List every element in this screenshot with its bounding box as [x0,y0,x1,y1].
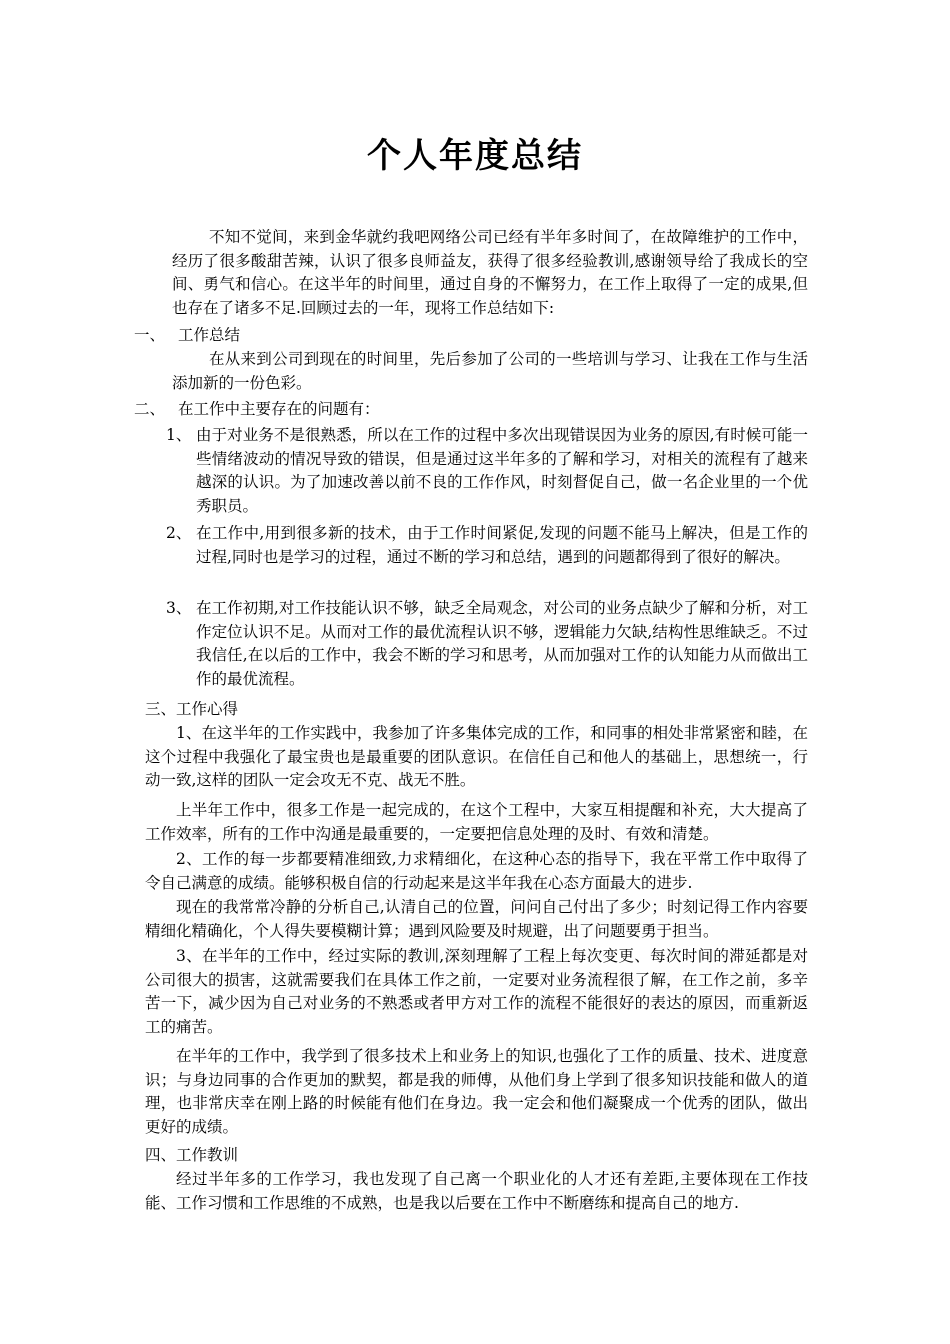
issue-1-text: 由于对业务不是很熟悉，所以在工作的过程中多次出现错误因为业务的原因,有时候可能一些情绪波动的情况导致的错误，但是通过这半年多的了解和学习，对相关的流程有了越来越深的认识。为了加速改善以前不良的工作作风，时刻督促自己，做一名企业里的一个优秀职员。 [196,426,808,515]
section1-text: 在从来到公司到现在的时间里，先后参加了公司的一些培训与学习、让我在工作与生活添加新的一份色彩。 [172,350,808,392]
section2-number: 二、 [134,400,166,418]
issue-3-text: 在工作初期,对工作技能认识不够，缺乏全局观念，对公司的业务点缺少了解和分析，对工作定位认识不足。从而对工作的最优流程认识不够，逻辑能力欠缺,结构性思维缺乏。不过我信任,在以后的工作中，我会不断的学习和思考，从而加强对工作的认知能力从而做出工作的最优流程。 [196,599,808,688]
issue-1-number: 1、 [166,426,192,444]
section2-heading: 在工作中主要存在的问题有： [178,400,380,418]
insight-paragraph-6: 在半年的工作中，我学到了很多技术上和业务上的知识,也强化了工作的质量、技术、进度意识；与身边同事的合作更加的默契，都是我的师傅，从他们身上学到了很多知识技能和做人的道理，也非常庆幸在刚上路的时候能有他们在身边。我一定会和他们凝聚成一个优秀的团队，做出更好的成绩。 [145,1047,808,1136]
insight-paragraph-1: 1、在这半年的工作实践中，我参加了许多集体完成的工作，和同事的相处非常紧密和睦，在这个过程中我强化了最宝贵也是最重要的团队意识。在信任自己和他人的基础上，思想统一，行动一致,这样的团队一定会攻无不克、战无不胜。 [145,724,808,789]
document-title: 个人年度总结 [367,136,583,176]
section4-heading: 四、工作教训 [145,1146,239,1164]
issue-2-number: 2、 [166,524,192,542]
insight-paragraph-4: 现在的我常常冷静的分析自己,认清自己的位置，问问自己付出了多少；时刻记得工作内容要精细化精确化，个人得失要模糊计算；遇到风险要及时规避，出了问题要勇于担当。 [145,898,808,940]
section1-heading: 工作总结 [178,326,241,344]
section3-heading: 三、工作心得 [145,700,239,718]
insight-paragraph-3: 2、工作的每一步都要精准细致,力求精细化，在这种心态的指导下，我在平常工作中取得了令自己满意的成绩。能够积极自信的行动起来是这半年我在心态方面最大的进步. [145,850,808,892]
insight-paragraph-2: 上半年工作中，很多工作是一起完成的，在这个工程中，大家互相提醒和补充，大大提高了工作效率，所有的工作中沟通是最重要的，一定要把信息处理的及时、有效和清楚。 [145,801,808,843]
section1-number: 一、 [134,326,166,344]
insight-paragraph-5: 3、在半年的工作中，经过实际的教训,深刻理解了工程上每次变更、每次时间的滞延都是对公司很大的损害，这就需要我们在具体工作之前，一定要对业务流程很了解，在工作之前，多辛苦一下，减少因为自己对业务的不熟悉或者甲方对工作的流程不能很好的表达的原因，而重新返工的痛苦。 [145,947,808,1036]
lesson-paragraph-1: 经过半年多的工作学习，我也发现了自己离一个职业化的人才还有差距,主要体现在工作技能、工作习惯和工作思维的不成熟，也是我以后要在工作中不断磨练和提高自己的地方. [145,1170,808,1212]
intro-paragraph: 不知不觉间，来到金华就约我吧网络公司已经有半年多时间了，在故障维护的工作中，经历了很多酸甜苦辣，认识了很多良师益友，获得了很多经验教训,感谢领导给了我成长的空间、勇气和信心。在这半年的时间里，通过自身的不懈努力，在工作上取得了一定的成果,但也存在了诸多不足.回顾过去的一年，现将工作总结如下: [172,228,808,317]
issue-2-text: 在工作中,用到很多新的技术，由于工作时间紧促,发现的问题不能马上解决，但是工作的过程,同时也是学习的过程，通过不断的学习和总结，遇到的问题都得到了很好的解决。 [196,524,808,566]
issue-3-number: 3、 [166,599,192,617]
